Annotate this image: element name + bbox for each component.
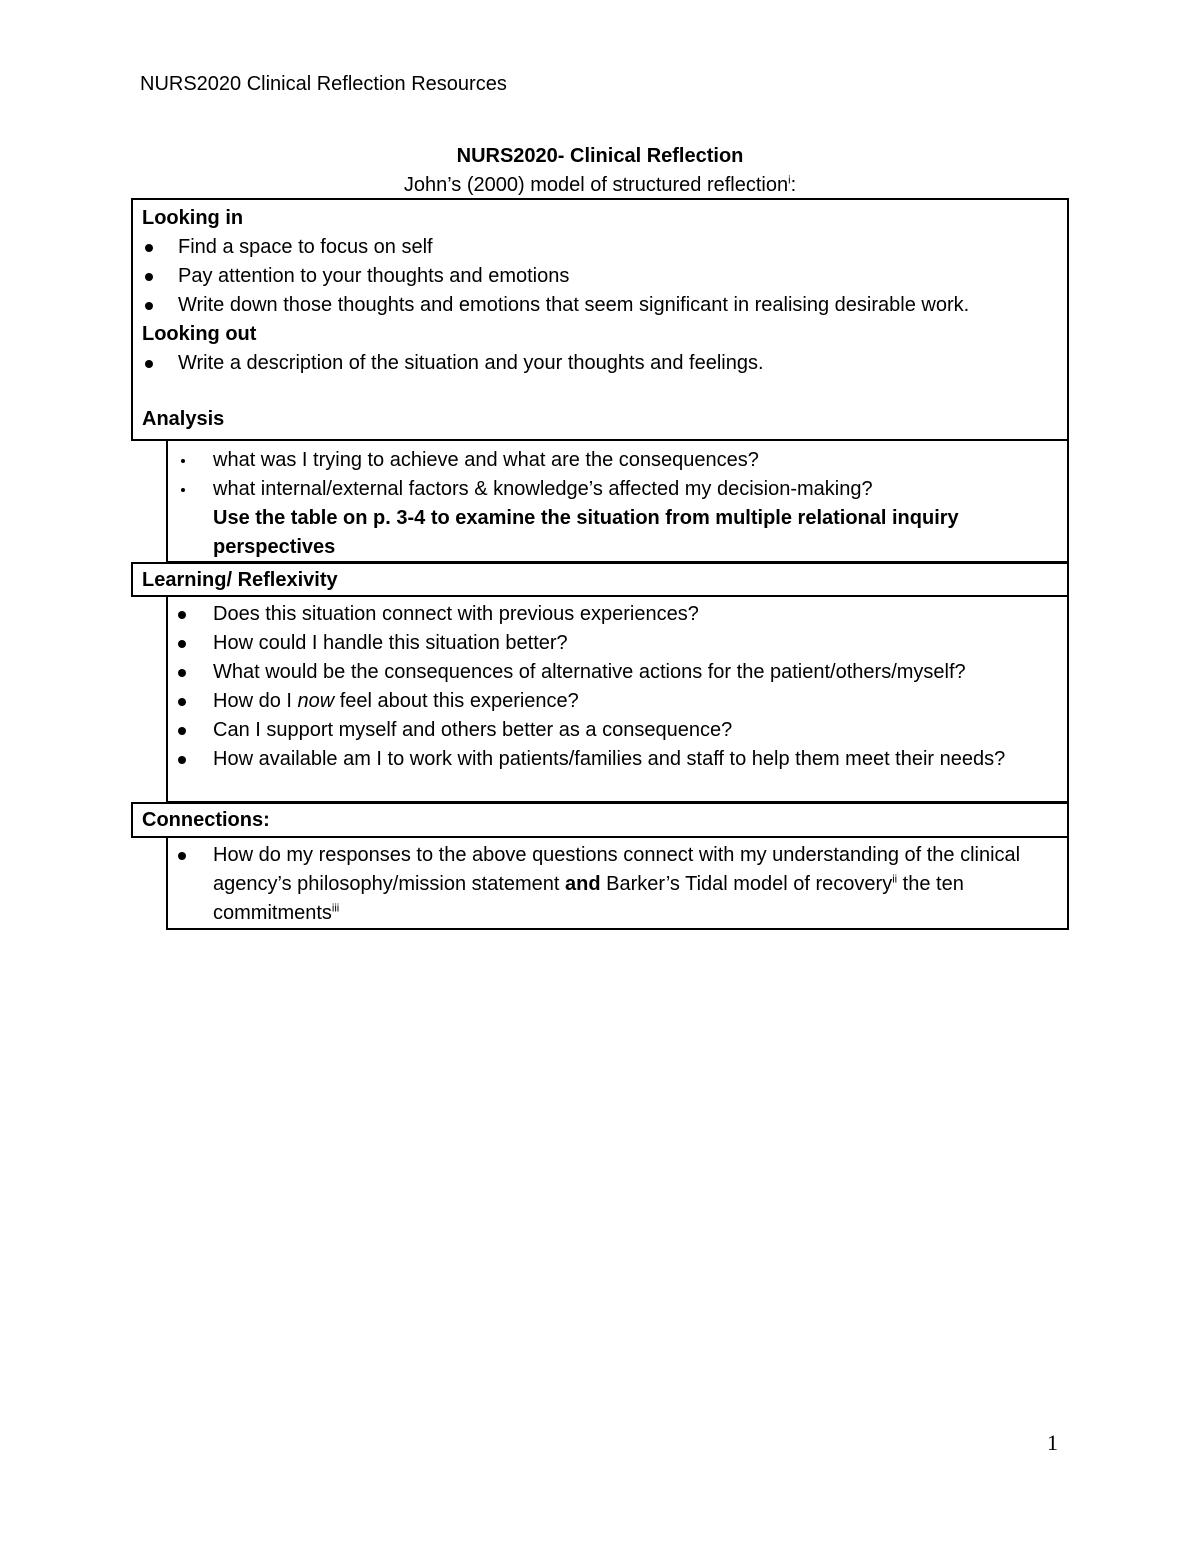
list-item: How do I now feel about this experience? bbox=[168, 687, 1067, 716]
footnote-ref-i: i bbox=[788, 174, 791, 187]
bullet-icon bbox=[178, 852, 186, 860]
analysis-section bbox=[166, 439, 1069, 563]
list-item: what was I trying to achieve and what are the consequences? bbox=[168, 446, 1067, 475]
looking-in-list bbox=[142, 233, 1067, 320]
connections-heading-row bbox=[131, 802, 1069, 838]
bullet-icon bbox=[178, 756, 186, 764]
list-item: Does this situation connect with previous experiences? bbox=[168, 600, 1067, 629]
list-item: How could I handle this situation better? bbox=[168, 629, 1067, 658]
list-item: Write down those thoughts and emotions that seem significant in realising desirable work. bbox=[142, 291, 1067, 320]
learning-list bbox=[168, 600, 1067, 774]
connections-heading: Connections: bbox=[142, 809, 270, 831]
list-item: what internal/external factors & knowledge’s affected my decision-making? bbox=[168, 475, 1067, 504]
list-item: Pay attention to your thoughts and emotions bbox=[142, 262, 1067, 291]
subtitle-colon: : bbox=[790, 174, 797, 196]
analysis-note: Use the table on p. 3-4 to examine the situation from multiple relational inquiry perspectives bbox=[213, 507, 959, 558]
running-header: NURS2020 Clinical Reflection Resources bbox=[140, 73, 507, 95]
learning-heading: Learning/ Reflexivity bbox=[142, 569, 338, 591]
page-subtitle bbox=[0, 171, 1200, 200]
analysis-list bbox=[168, 446, 1067, 504]
subtitle-text: John’s (2000) model of structured reflection bbox=[403, 174, 789, 196]
connections-list bbox=[168, 841, 1067, 928]
list-item: How do my responses to the above questions connect with my understanding of the clinical agency’s philosophy/mission statement and Barker’s Tidal model of recovery$^{ii}$ the ten commitments$^{iii}$ bbox=[168, 841, 1067, 928]
bullet-icon bbox=[178, 640, 186, 648]
bullet-icon bbox=[178, 727, 186, 735]
footnote-ref-iii: iii bbox=[331, 902, 340, 915]
looking-out-heading: Looking out bbox=[142, 323, 257, 345]
looking-in-heading: Looking in bbox=[142, 207, 244, 229]
list-item: Write a description of the situation and your thoughts and feelings. bbox=[142, 349, 1067, 378]
bullet-icon bbox=[178, 611, 186, 619]
footnote-ref-ii: ii bbox=[892, 873, 898, 886]
page-number: 1 bbox=[1047, 1430, 1058, 1455]
bullet-icon bbox=[145, 302, 153, 310]
connections-section bbox=[166, 836, 1069, 930]
learning-heading-row bbox=[131, 562, 1069, 597]
looking-out-list bbox=[142, 349, 1067, 378]
bullet-icon bbox=[145, 244, 153, 252]
bullet-icon bbox=[145, 360, 153, 368]
list-item: How available am I to work with patients/families and staff to help them meet their needs? bbox=[168, 745, 1067, 774]
bullet-icon bbox=[178, 669, 186, 677]
learning-section bbox=[166, 595, 1069, 803]
list-item: Find a space to focus on self bbox=[142, 233, 1067, 262]
page-title: NURS2020- Clinical Reflection bbox=[456, 145, 744, 167]
looking-section bbox=[131, 198, 1069, 441]
analysis-heading: Analysis bbox=[142, 408, 225, 430]
bullet-icon bbox=[178, 698, 186, 706]
small-bullet-icon bbox=[181, 459, 185, 463]
list-item: What would be the consequences of alternative actions for the patient/others/myself? bbox=[168, 658, 1067, 687]
bullet-icon bbox=[145, 273, 153, 281]
list-item: Can I support myself and others better as a consequence? bbox=[168, 716, 1067, 745]
small-bullet-icon bbox=[181, 488, 185, 492]
